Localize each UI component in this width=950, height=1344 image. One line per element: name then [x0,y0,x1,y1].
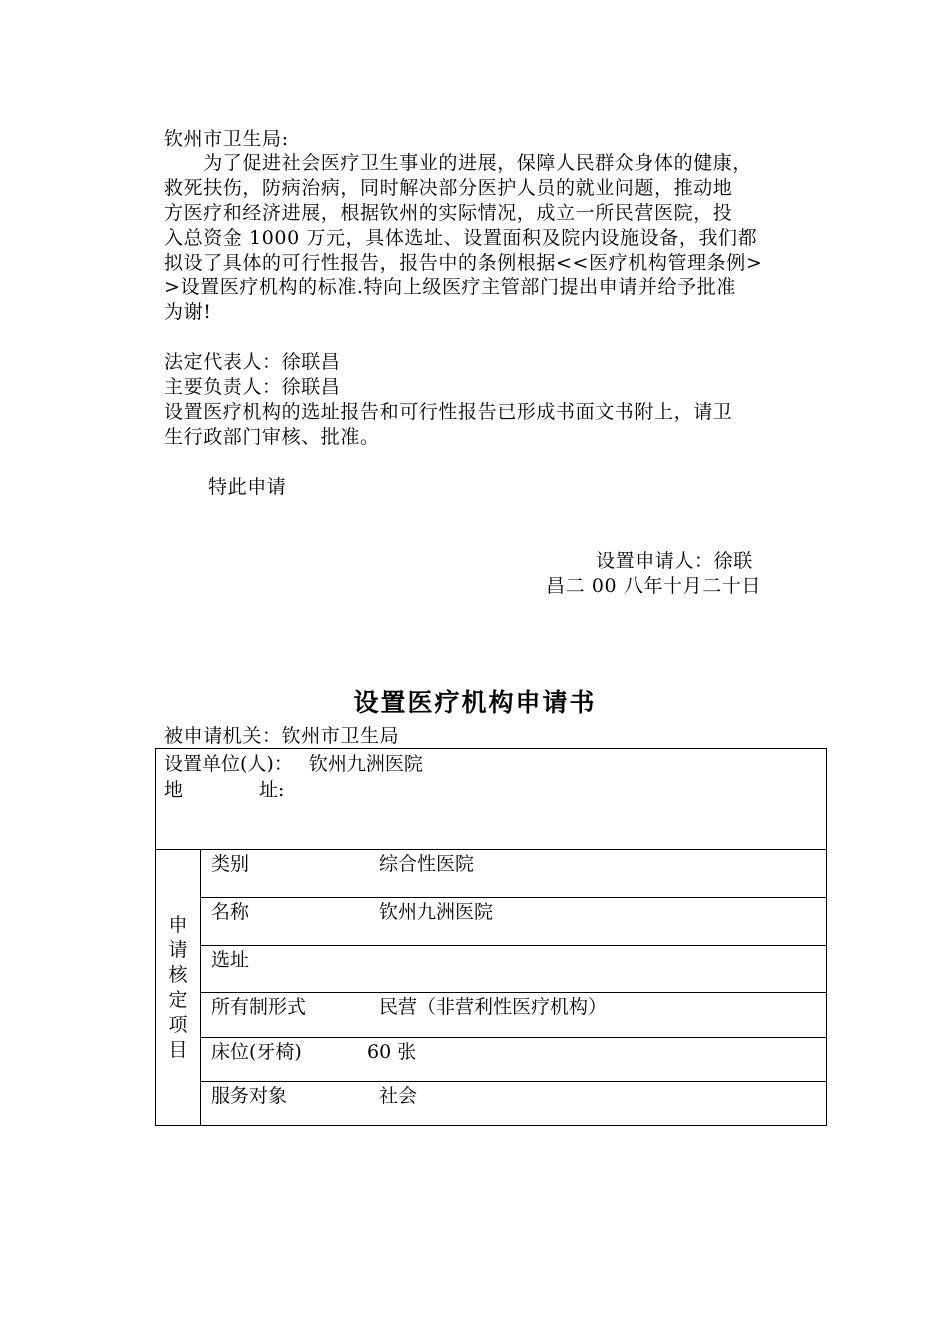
unit-value: 钦州九洲医院 [308,753,423,775]
side-char: 项 [168,1013,188,1036]
row-site [201,946,827,993]
row-value: 社会 [379,1085,418,1107]
body-line-4: 入总资金 1000 万元，具体选址、设置面积及院内设施设备，我们都 [164,227,758,249]
side-char: 目 [168,1038,188,1061]
row-label: 所有制形式 [211,996,307,1018]
body-line-6: >设置医疗机构的标准.特向上级医疗主管部门提出申请并给予批准 [164,276,736,298]
principal: 主要负责人：徐联昌 [164,376,341,398]
row-service-target [201,1082,827,1126]
row-label: 服务对象 [211,1085,288,1107]
side-char: 请 [168,938,188,961]
row-ownership [201,993,827,1038]
body-line-2: 救死扶伤，防病治病，同时解决部分医护人员的就业问题，推动地 [164,177,733,199]
row-category [201,850,827,898]
signature-date: 昌二 00 八年十月二十日 [546,575,762,597]
row-label: 类别 [211,853,250,875]
signature-line-1: 设置申请人：徐联 [596,550,753,572]
unit-label: 设置单位(人)： [164,753,293,775]
form-title: 设置医疗机构申请书 [353,688,597,717]
body-line-5: 拟设了具体的可行性报告，报告中的条例根据<<医疗机构管理条例> [164,252,763,274]
side-char: 定 [168,988,188,1011]
side-label [156,850,201,1126]
row-label: 床位(牙椅) [211,1041,302,1063]
body-line-3: 方医疗和经济进展，根据钦州的实际情况，成立一所民营医院，投 [164,202,733,224]
row-value: 综合性医院 [379,853,475,875]
address-label: 地 址: [164,779,285,801]
authority: 被申请机关：钦州市卫生局 [164,725,400,747]
side-char: 核 [168,963,188,986]
legal-representative: 法定代表人：徐联昌 [164,351,341,373]
row-value: 60 张 [367,1041,417,1063]
attachment-line-2: 生行政部门审核、批准。 [164,426,380,448]
side-char: 申 [168,913,188,936]
body-line-1: 为了促进社会医疗卫生事业的进展，保障人民群众身体的健康， [164,152,753,174]
body-line-7: 为谢! [164,301,212,323]
salutation: 钦州市卫生局: [164,128,289,150]
row-name [201,898,827,946]
row-beds [201,1038,827,1082]
row-value: 钦州九洲医院 [379,901,494,923]
row-value: 民营（非营利性医疗机构） [379,996,608,1018]
row-label: 选址 [211,949,250,971]
attachment-line-1: 设置医疗机构的选址报告和可行性报告已形成书面文书附上，请卫 [164,401,733,423]
row-label: 名称 [211,901,250,923]
unit-cell [156,749,827,850]
application-form-table [155,748,827,1126]
closing: 特此申请 [208,476,287,498]
